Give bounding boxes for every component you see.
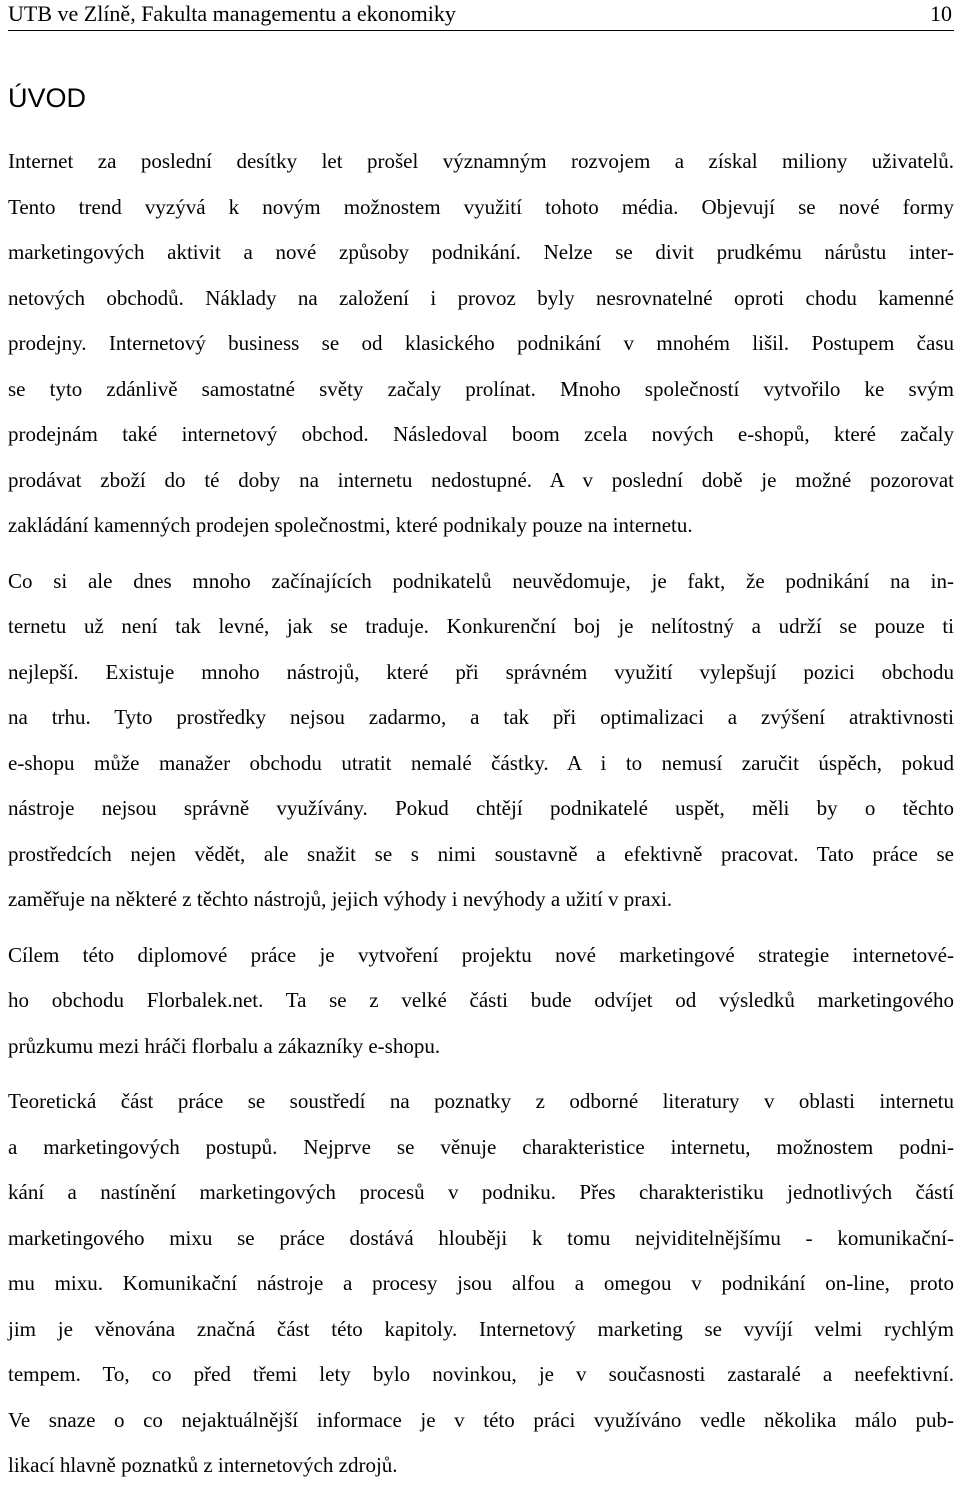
text-line: likací hlavně poznatků z internetových zdrojů. (8, 1453, 398, 1477)
text-line: a marketingových postupů. Nejprve se věnuje charakteristice internetu, možnostem podni- (8, 1134, 954, 1159)
running-header (8, 0, 954, 31)
text-line: jim je věnována značná část této kapitoly. Internetový marketing se vyvíjí velmi rychlým (8, 1316, 954, 1341)
text-line: nejlepší. Existuje mnoho nástrojů, které při správném využití vylepšují pozici obchodu (8, 659, 954, 684)
text-line: Ve snaze o co nejaktuálnější informace je v této práci využíváno vedle několika málo pub- (8, 1407, 954, 1432)
text-line: prostředcích nejen vědět, ale snažit se s nimi soustavně a efektivně pracovat. Tato práce se (8, 841, 954, 866)
text-line: zakládání kamenných prodejen společnostmi, které podnikaly pouze na internetu. (8, 513, 693, 537)
text-line: zaměřuje na některé z těchto nástrojů, jejich výhody i nevýhody a užití v praxi. (8, 887, 673, 911)
paragraph-3 (8, 933, 954, 1070)
text-line: e-shopu může manažer obchodu utratit nemalé částky. A i to nemusí zaručit úspěch, pokud (8, 750, 954, 775)
page-number: 10 (930, 1, 952, 26)
text-line: prodejnám také internetový obchod. Následoval boom zcela nových e-shopů, které začaly (8, 422, 954, 446)
body-text (8, 139, 954, 1489)
text-line: na trhu. Tyto prostředky nejsou zadarmo, a tak při optimalizaci a zvýšení atraktivnosti (8, 705, 954, 729)
paragraph-4 (8, 1079, 954, 1489)
text-line: Co si ale dnes mnoho začínajících podnikatelů neuvědomuje, je fakt, že podnikání na in- (8, 568, 954, 593)
text-line: ho obchodu Florbalek.net. Ta se z velké části bude odvíjet od výsledků marketingového (8, 988, 954, 1012)
text-line: Cílem této diplomové práce je vytvoření projektu nové marketingové strategie internetové- (8, 942, 954, 967)
text-line: prodávat zboží do té doby na internetu nedostupné. A v poslední době je možné pozorovat (8, 467, 954, 492)
text-line: marketingových aktivit a nové způsoby podnikání. Nelze se divit prudkému nárůstu inter- (8, 240, 954, 264)
text-line: Tento trend vyzývá k novým možnostem využití tohoto média. Objevují se nové formy (8, 194, 954, 219)
header-institution: UTB ve Zlíně, Fakulta managementu a ekonomiky (8, 1, 456, 26)
paragraph-1 (8, 139, 954, 549)
text-line: prodejny. Internetový business se od klasického podnikání v mnohém lišil. Postupem času (8, 331, 954, 355)
text-line: ternetu už není tak levné, jak se traduje. Konkurenční boj je nelítostný a udrží se pouze ti (8, 614, 954, 638)
text-line: průzkumu mezi hráči florbalu a zákazníky e-shopu. (8, 1033, 441, 1058)
text-line: se tyto zdánlivě samostatné světy začaly prolínat. Mnoho společností vytvořilo ke svým (8, 376, 954, 401)
text-line: mu mixu. Komunikační nástroje a procesy jsou alfou a omegou v podnikání on-line, proto (8, 1271, 954, 1295)
text-line: netových obchodů. Náklady na založení i provoz byly nesrovnatelné oproti chodu kamenné (8, 285, 954, 310)
text-line: Internet za poslední desítky let prošel významným rozvojem a získal miliony uživatelů. (8, 149, 954, 173)
text-line: Teoretická část práce se soustředí na poznatky z odborné literatury v oblasti internetu (8, 1089, 954, 1113)
text-line: nástroje nejsou správně využívány. Pokud chtějí podnikatelé uspět, měli by o těchto (8, 796, 954, 820)
paragraph-2 (8, 559, 954, 923)
text-line: marketingového mixu se práce dostává hlouběji k tomu nejviditelnějšímu - komunikační- (8, 1225, 954, 1250)
text-line: tempem. To, co před třemi lety bylo novinkou, je v současnosti zastaralé a neefektivní. (8, 1362, 954, 1386)
chapter-title: ÚVOD (8, 83, 87, 113)
text-line: kání a nastínění marketingových procesů v podniku. Přes charakteristiku jednotlivých částí (8, 1180, 954, 1204)
